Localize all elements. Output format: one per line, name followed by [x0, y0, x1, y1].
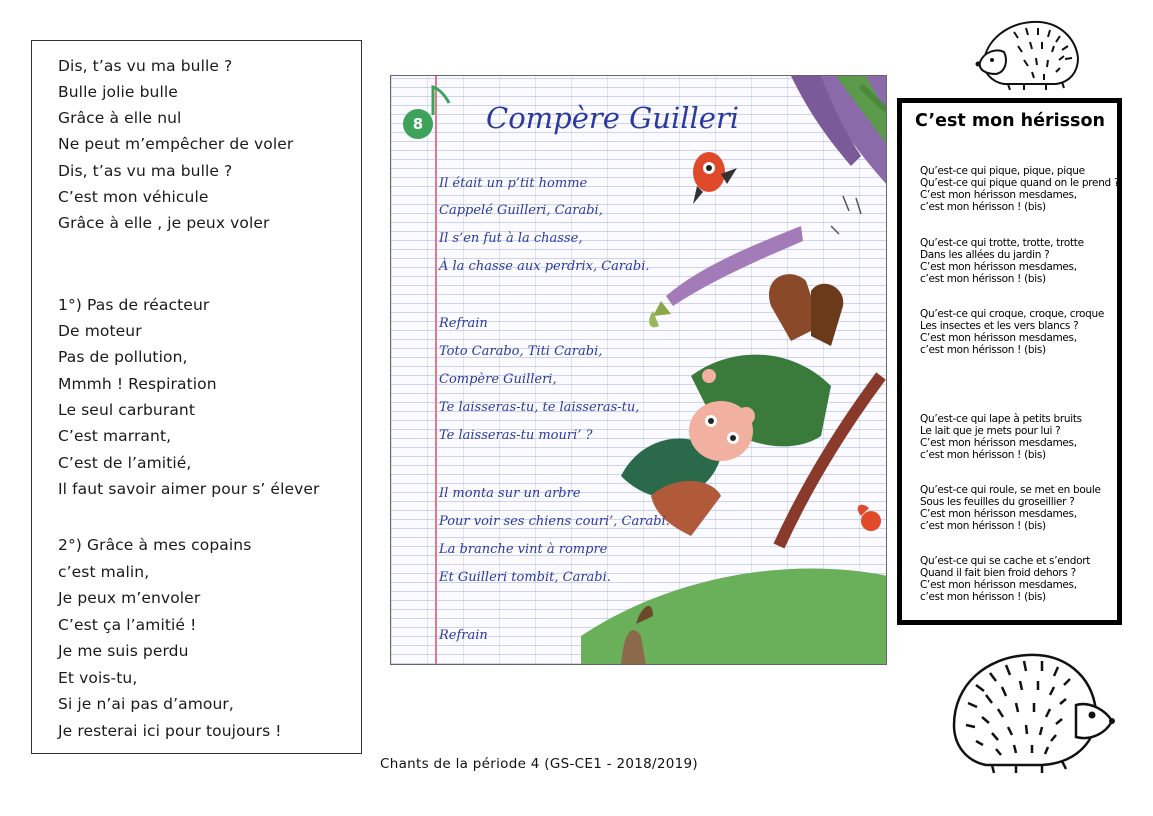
song-line: C’est mon hérisson mesdames, — [920, 508, 1077, 520]
song-title: Compère Guilleri — [486, 101, 740, 135]
song-line: c’est mon hérisson ! (bis) — [920, 201, 1046, 213]
song-line: Qu’est-ce qui pique quand on le prend ? — [920, 177, 1120, 189]
song-line: Il monta sur un arbre — [439, 486, 581, 501]
song-line: 1°) Pas de réacteur — [58, 296, 210, 314]
song-line: C’est mon hérisson mesdames, — [920, 261, 1077, 273]
song-line: c’est mon hérisson ! (bis) — [920, 273, 1046, 285]
song-line: Dis, t’as vu ma bulle ? — [58, 162, 233, 180]
song-line: La branche vint à rompre — [439, 542, 608, 557]
song-line: Je peux m’envoler — [58, 589, 201, 607]
song-line: Te laisseras-tu, te laisseras-tu, — [439, 400, 640, 415]
song-line: Grâce à elle , je peux voler — [58, 214, 270, 232]
song-line: Qu’est-ce qui pique, pique, pique — [920, 165, 1085, 177]
song-line: Le seul carburant — [58, 401, 196, 419]
song-refrain-label: Refrain — [439, 628, 488, 643]
song-refrain-label: Refrain — [439, 316, 488, 331]
song-line: Qu’est-ce qui lape à petits bruits — [920, 413, 1082, 425]
song-line: Pour voir ses chiens couri’, Carabi. — [439, 514, 670, 529]
song-line: Cappelé Guilleri, Carabi, — [439, 203, 603, 218]
song-line: Le lait que je mets pour lui ? — [920, 425, 1061, 437]
song-line: Dis, t’as vu ma bulle ? — [58, 57, 233, 75]
song-line: Qu’est-ce qui croque, croque, croque — [920, 308, 1104, 320]
song-line: Qu’est-ce qui se cache et s’endort — [920, 555, 1091, 567]
song-line: C’est mon véhicule — [58, 188, 209, 206]
song-line: Si je n’ai pas d’amour, — [58, 695, 234, 713]
song-line: 2°) Grâce à mes copains — [58, 536, 252, 554]
song-line: Bulle jolie bulle — [58, 83, 178, 101]
song-line: C’est mon hérisson mesdames, — [920, 437, 1077, 449]
song-line: Il faut savoir aimer pour s’ élever — [58, 480, 320, 498]
song-line: À la chasse aux perdrix, Carabi. — [439, 259, 650, 274]
song-line: Sous les feuilles du groseillier ? — [920, 496, 1075, 508]
song-guilleri-page — [390, 75, 887, 665]
song-line: C’est ça l’amitié ! — [58, 616, 197, 634]
song-line: Il était un p’tit homme — [439, 176, 588, 191]
page-caption: Chants de la période 4 (GS-CE1 - 2018/2019) — [380, 756, 698, 772]
song-line: C’est de l’amitié, — [58, 454, 192, 472]
song-line: Quand il fait bien froid dehors ? — [920, 567, 1076, 579]
song-line: c’est mon hérisson ! (bis) — [920, 520, 1046, 532]
song-line: c’est malin, — [58, 563, 150, 581]
song-line: C’est mon hérisson mesdames, — [920, 332, 1077, 344]
song-line: Je me suis perdu — [58, 642, 189, 660]
hedgehog-icon — [946, 645, 1116, 777]
song-herisson-box — [897, 98, 1122, 625]
song-line: Pas de pollution, — [58, 348, 188, 366]
song-line: Et vois-tu, — [58, 669, 138, 687]
song-line: Les insectes et les vers blancs ? — [920, 320, 1079, 332]
song-line: Et Guilleri tombit, Carabi. — [439, 570, 611, 585]
song-line: Compère Guilleri, — [439, 372, 557, 387]
song-line: De moteur — [58, 322, 142, 340]
song-line: Mmmh ! Respiration — [58, 375, 217, 393]
song-title: C’est mon hérisson — [915, 111, 1105, 131]
song-line: Te laisseras-tu mouri’ ? — [439, 428, 593, 443]
song-line: C’est mon hérisson mesdames, — [920, 579, 1077, 591]
song-line: Qu’est-ce qui trotte, trotte, trotte — [920, 237, 1084, 249]
song-line: Toto Carabo, Titi Carabi, — [439, 344, 603, 359]
song-line: Ne peut m’empêcher de voler — [58, 135, 294, 153]
song-line: Je resterai ici pour toujours ! — [58, 722, 282, 740]
song-line: Dans les allées du jardin ? — [920, 249, 1050, 261]
song-line: Grâce à elle nul — [58, 109, 182, 127]
song-bulle-box — [31, 40, 362, 754]
hedgehog-icon — [974, 12, 1082, 90]
song-line: Il s’en fut à la chasse, — [439, 231, 583, 246]
song-line: C’est mon hérisson mesdames, — [920, 189, 1077, 201]
song-number-badge: 8 — [403, 109, 433, 139]
music-note-icon — [429, 81, 453, 121]
song-line: C’est marrant, — [58, 427, 172, 445]
song-line: c’est mon hérisson ! (bis) — [920, 449, 1046, 461]
song-line: Qu’est-ce qui roule, se met en boule — [920, 484, 1101, 496]
song-line: c’est mon hérisson ! (bis) — [920, 344, 1046, 356]
song-line: c’est mon hérisson ! (bis) — [920, 591, 1046, 603]
